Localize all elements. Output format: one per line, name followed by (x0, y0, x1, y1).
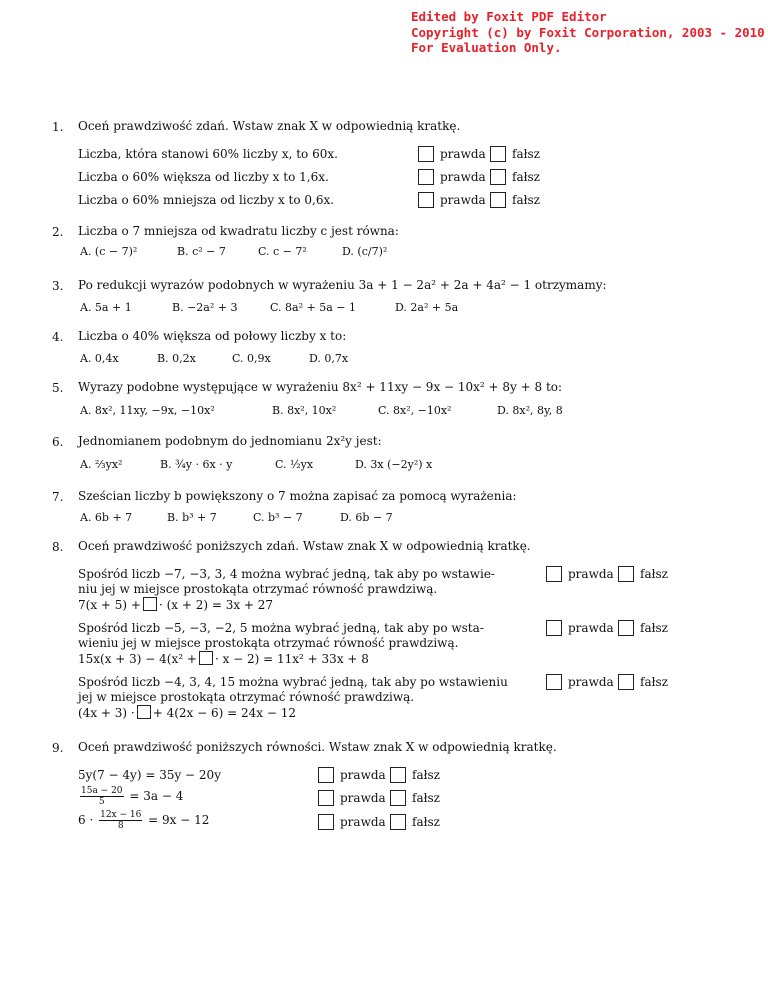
q1-row-1-true-checkbox[interactable] (418, 146, 434, 162)
q1-row-2: Liczba o 60% większa od liczby x to 1,6x. (78, 170, 329, 184)
equation-prefix: 6 · (78, 813, 94, 827)
equation-right: · x − 2) = 11x² + 33x + 8 (214, 652, 369, 666)
equation-right: = 3a − 4 (129, 789, 184, 803)
fraction (99, 810, 142, 831)
q1-number: 1. (52, 120, 64, 134)
true-label: prawda (568, 621, 614, 635)
q9-row-3-true-checkbox[interactable] (318, 814, 334, 830)
q8-item-2 (78, 621, 484, 667)
q9-row-3 (78, 810, 209, 831)
denominator: 8 (117, 821, 124, 831)
numerator: 15a − 20 (81, 786, 123, 796)
blank-box[interactable] (199, 651, 213, 665)
q4-option-b[interactable]: B. 0,2x (157, 352, 196, 365)
q5-option-c[interactable]: C. 8x², −10x² (378, 404, 452, 417)
q1-row-3-true-checkbox[interactable] (418, 192, 434, 208)
true-label: prawda (340, 768, 386, 782)
true-label: prawda (440, 147, 486, 161)
q8-item-3-line-1: Spośród liczb −4, 3, 4, 15 można wybrać jedną, tak aby po wstawieniu (78, 675, 508, 689)
q2-option-b[interactable]: B. c² − 7 (177, 245, 226, 258)
equation-right: = 9x − 12 (148, 813, 210, 827)
q2-text: Liczba o 7 mniejsza od kwadratu liczby c jest równa: (78, 224, 399, 238)
q3-option-a[interactable]: A. 5a + 1 (80, 301, 132, 314)
q8-item-2-false-checkbox[interactable] (618, 620, 634, 636)
q7-option-d[interactable]: D. 6b − 7 (340, 511, 393, 524)
q1-text: Oceń prawdziwość zdań. Wstaw znak X w odpowiednią kratkę. (78, 119, 461, 133)
q7-option-a[interactable]: A. 6b + 7 (80, 511, 133, 524)
watermark (411, 9, 765, 56)
q5-number: 5. (52, 381, 64, 395)
blank-box[interactable] (143, 597, 157, 611)
q9-number: 9. (52, 741, 64, 755)
q6-option-a[interactable]: A. ⅔yx² (80, 458, 123, 471)
q8-item-3 (78, 675, 508, 721)
q9-row-2-false-checkbox[interactable] (390, 790, 406, 806)
blank-box[interactable] (137, 705, 151, 719)
q5-text: Wyrazy podobne występujące w wyrażeniu 8x² + 11xy − 9x − 10x² + 8y + 8 to: (78, 380, 563, 394)
equation-left: 15x(x + 3) − 4(x² + (78, 652, 197, 666)
q1-row-3-false-checkbox[interactable] (490, 192, 506, 208)
fraction (80, 786, 124, 807)
q3-option-c[interactable]: C. 8a² + 5a − 1 (270, 301, 356, 314)
q9-row-1-false-checkbox[interactable] (390, 767, 406, 783)
equation-right: · (x + 2) = 3x + 27 (158, 598, 274, 612)
q6-text: Jednomianem podobnym do jednomianu 2x²y jest: (78, 434, 382, 448)
q8-text: Oceń prawdziwość poniższych zdań. Wstaw znak X w odpowiednią kratkę. (78, 539, 531, 553)
q8-number: 8. (52, 540, 64, 554)
q5-option-a[interactable]: A. 8x², 11xy, −9x, −10x² (80, 404, 215, 417)
q8-item-2-line-1: Spośród liczb −5, −3, −2, 5 można wybrać jedną, tak aby po wsta- (78, 621, 484, 635)
q1-row-1-false-checkbox[interactable] (490, 146, 506, 162)
q8-item-2-true-checkbox[interactable] (546, 620, 562, 636)
q8-item-3-equation (78, 705, 508, 721)
true-label: prawda (568, 567, 614, 581)
numerator: 12x − 16 (100, 810, 142, 820)
q4-option-a[interactable]: A. 0,4x (80, 352, 119, 365)
q8-item-3-line-2: jej w miejsce prostokąta otrzymać równość prawdziwą. (78, 690, 415, 704)
q9-text: Oceń prawdziwość poniższych równości. Wstaw znak X w odpowiednią kratkę. (78, 740, 557, 754)
q9-row-2 (78, 786, 183, 807)
q8-item-3-false-checkbox[interactable] (618, 674, 634, 690)
q3-option-d[interactable]: D. 2a² + 5a (395, 301, 459, 314)
q1-row-3: Liczba o 60% mniejsza od liczby x to 0,6x. (78, 193, 335, 207)
q6-number: 6. (52, 435, 64, 449)
q3-text: Po redukcji wyrazów podobnych w wyrażeniu 3a + 1 − 2a² + 2a + 4a² − 1 otrzymamy: (78, 278, 607, 292)
false-label: fałsz (640, 675, 668, 689)
false-label: fałsz (512, 170, 540, 184)
q8-item-3-true-checkbox[interactable] (546, 674, 562, 690)
q3-option-b[interactable]: B. −2a² + 3 (172, 301, 238, 314)
q4-option-c[interactable]: C. 0,9x (232, 352, 271, 365)
q8-item-1-line-1: Spośród liczb −7, −3, 3, 4 można wybrać jedną, tak aby po wstawie- (78, 567, 495, 581)
true-label: prawda (440, 170, 486, 184)
q8-item-2-line-2: wieniu jej w miejsce prostokąta otrzymać równość prawdziwą. (78, 636, 459, 650)
q2-option-d[interactable]: D. (c/7)² (342, 245, 388, 258)
q5-option-b[interactable]: B. 8x², 10x² (272, 404, 337, 417)
q9-row-2-true-checkbox[interactable] (318, 790, 334, 806)
watermark-line-2: Copyright (c) by Foxit Corporation, 2003 - 2010 (411, 24, 765, 40)
q1-row-2-true-checkbox[interactable] (418, 169, 434, 185)
q2-number: 2. (52, 225, 64, 239)
false-label: fałsz (512, 147, 540, 161)
q6-option-d[interactable]: D. 3x (−2y²) x (355, 458, 433, 471)
false-label: fałsz (640, 621, 668, 635)
q8-item-1-equation (78, 597, 495, 613)
q8-item-2-equation (78, 651, 484, 667)
q6-option-c[interactable]: C. ½yx (275, 458, 314, 471)
false-label: fałsz (412, 768, 440, 782)
equation-left: 7(x + 5) + (78, 598, 141, 612)
q7-option-b[interactable]: B. b³ + 7 (167, 511, 217, 524)
true-label: prawda (340, 815, 386, 829)
watermark-line-1: Edited by Foxit PDF Editor (411, 9, 607, 24)
q8-item-1-false-checkbox[interactable] (618, 566, 634, 582)
q9-row-1-true-checkbox[interactable] (318, 767, 334, 783)
q2-option-a[interactable]: A. (c − 7)² (80, 245, 138, 258)
false-label: fałsz (412, 791, 440, 805)
q4-text: Liczba o 40% większa od połowy liczby x to: (78, 329, 347, 343)
q7-number: 7. (52, 490, 64, 504)
q9-row-3-false-checkbox[interactable] (390, 814, 406, 830)
denominator: 5 (98, 797, 105, 807)
q1-row-1: Liczba, która stanowi 60% liczby x, to 60x. (78, 147, 338, 161)
q4-number: 4. (52, 330, 64, 344)
true-label: prawda (440, 193, 486, 207)
q6-option-b[interactable]: B. ¾y · 6x · y (160, 458, 233, 471)
q7-text: Sześcian liczby b powiększony o 7 można zapisać za pomocą wyrażenia: (78, 489, 517, 503)
q3-number: 3. (52, 279, 64, 293)
false-label: fałsz (640, 567, 668, 581)
q1-row-2-false-checkbox[interactable] (490, 169, 506, 185)
q8-item-1-true-checkbox[interactable] (546, 566, 562, 582)
q2-option-c[interactable]: C. c − 7² (258, 245, 307, 258)
q4-option-d[interactable]: D. 0,7x (309, 352, 349, 365)
true-label: prawda (568, 675, 614, 689)
q9-row-1: 5y(7 − 4y) = 35y − 20y (78, 768, 221, 782)
q5-option-d[interactable]: D. 8x², 8y, 8 (497, 404, 563, 417)
false-label: fałsz (412, 815, 440, 829)
true-label: prawda (340, 791, 386, 805)
q7-option-c[interactable]: C. b³ − 7 (253, 511, 303, 524)
equation-right: + 4(2x − 6) = 24x − 12 (152, 706, 296, 720)
q8-item-1-line-2: niu jej w miejsce prostokąta otrzymać równość prawdziwą. (78, 582, 438, 596)
false-label: fałsz (512, 193, 540, 207)
q8-item-1 (78, 567, 495, 613)
equation-left: (4x + 3) · (78, 706, 135, 720)
watermark-line-3: For Evaluation Only. (411, 40, 562, 55)
